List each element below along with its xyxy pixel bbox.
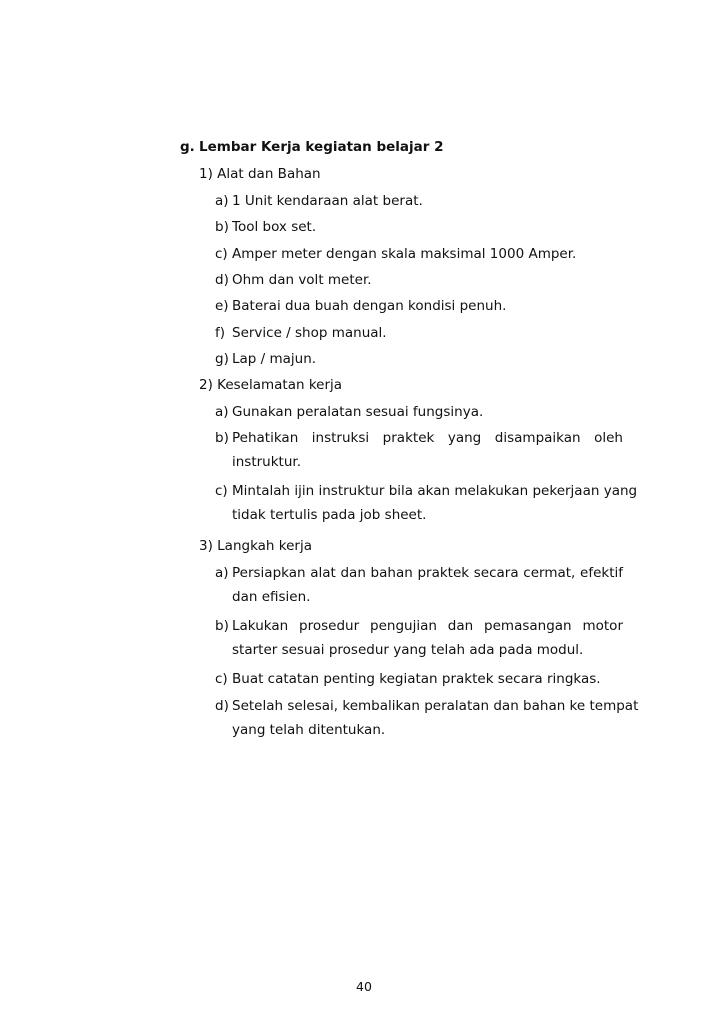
list-item <box>215 219 623 235</box>
item-text: Amper meter dengan skala maksimal 1000 Amper. <box>232 246 577 262</box>
item-marker: b) <box>215 618 229 634</box>
item-text: Setelah selesai, kembalikan peralatan dan bahan ke tempat <box>232 698 639 714</box>
item-marker: e) <box>215 298 229 314</box>
item-text: Mintalah ijin instruktur bila akan melakukan pekerjaan yang <box>232 483 638 499</box>
item-marker: a) <box>215 565 229 581</box>
item-text: Service / shop manual. <box>232 325 387 341</box>
list-item <box>215 404 623 420</box>
list-item <box>215 272 623 288</box>
section-alat-dan-bahan: 1) Alat dan Bahan <box>199 166 321 182</box>
item-marker: a) <box>215 404 229 420</box>
list-item <box>215 325 623 341</box>
heading-title: Lembar Kerja kegiatan belajar 2 <box>199 139 444 155</box>
item-marker: b) <box>215 430 229 446</box>
item-marker: c) <box>215 246 228 262</box>
page-number: 40 <box>356 979 372 994</box>
item-marker: f) <box>215 325 226 341</box>
list-item <box>215 483 638 523</box>
item-text-continuation: dan efisien. <box>232 589 311 605</box>
list-item <box>215 618 623 658</box>
section-keselamatan-kerja: 2) Keselamatan kerja <box>199 377 343 393</box>
heading-number: g. <box>180 139 195 155</box>
item-text: Gunakan peralatan sesuai fungsinya. <box>232 404 484 420</box>
item-text: Tool box set. <box>232 219 317 235</box>
list-item <box>215 565 623 605</box>
item-marker: c) <box>215 483 228 499</box>
list-item <box>215 430 623 470</box>
item-text-continuation: tidak tertulis pada job sheet. <box>232 507 427 523</box>
item-text: 1 Unit kendaraan alat berat. <box>232 193 423 209</box>
list-item <box>215 671 623 687</box>
item-text: Ohm dan volt meter. <box>232 272 372 288</box>
item-text-continuation: starter sesuai prosedur yang telah ada pada modul. <box>232 642 584 658</box>
section-heading <box>180 139 444 155</box>
item-text: Lap / majun. <box>232 351 317 367</box>
item-text: Baterai dua buah dengan kondisi penuh. <box>232 298 507 314</box>
list-item <box>215 246 623 262</box>
item-marker: d) <box>215 272 229 288</box>
item-marker: a) <box>215 193 229 209</box>
item-marker: d) <box>215 698 229 714</box>
list-item <box>215 193 623 209</box>
item-text: Buat catatan penting kegiatan praktek secara ringkas. <box>232 671 601 687</box>
item-text-continuation: instruktur. <box>232 454 302 470</box>
list-item <box>215 351 623 367</box>
list-item <box>215 698 639 738</box>
list-item <box>215 298 623 314</box>
item-marker: g) <box>215 351 229 367</box>
item-marker: b) <box>215 219 229 235</box>
section-langkah-kerja: 3) Langkah kerja <box>199 538 312 554</box>
item-text-continuation: yang telah ditentukan. <box>232 722 386 738</box>
item-text: Pehatikan instruksi praktek yang disampaikan oleh <box>232 430 623 446</box>
item-text: Lakukan prosedur pengujian dan pemasangan motor <box>232 618 623 634</box>
item-text: Persiapkan alat dan bahan praktek secara cermat, efektif <box>232 565 623 581</box>
item-marker: c) <box>215 671 228 687</box>
